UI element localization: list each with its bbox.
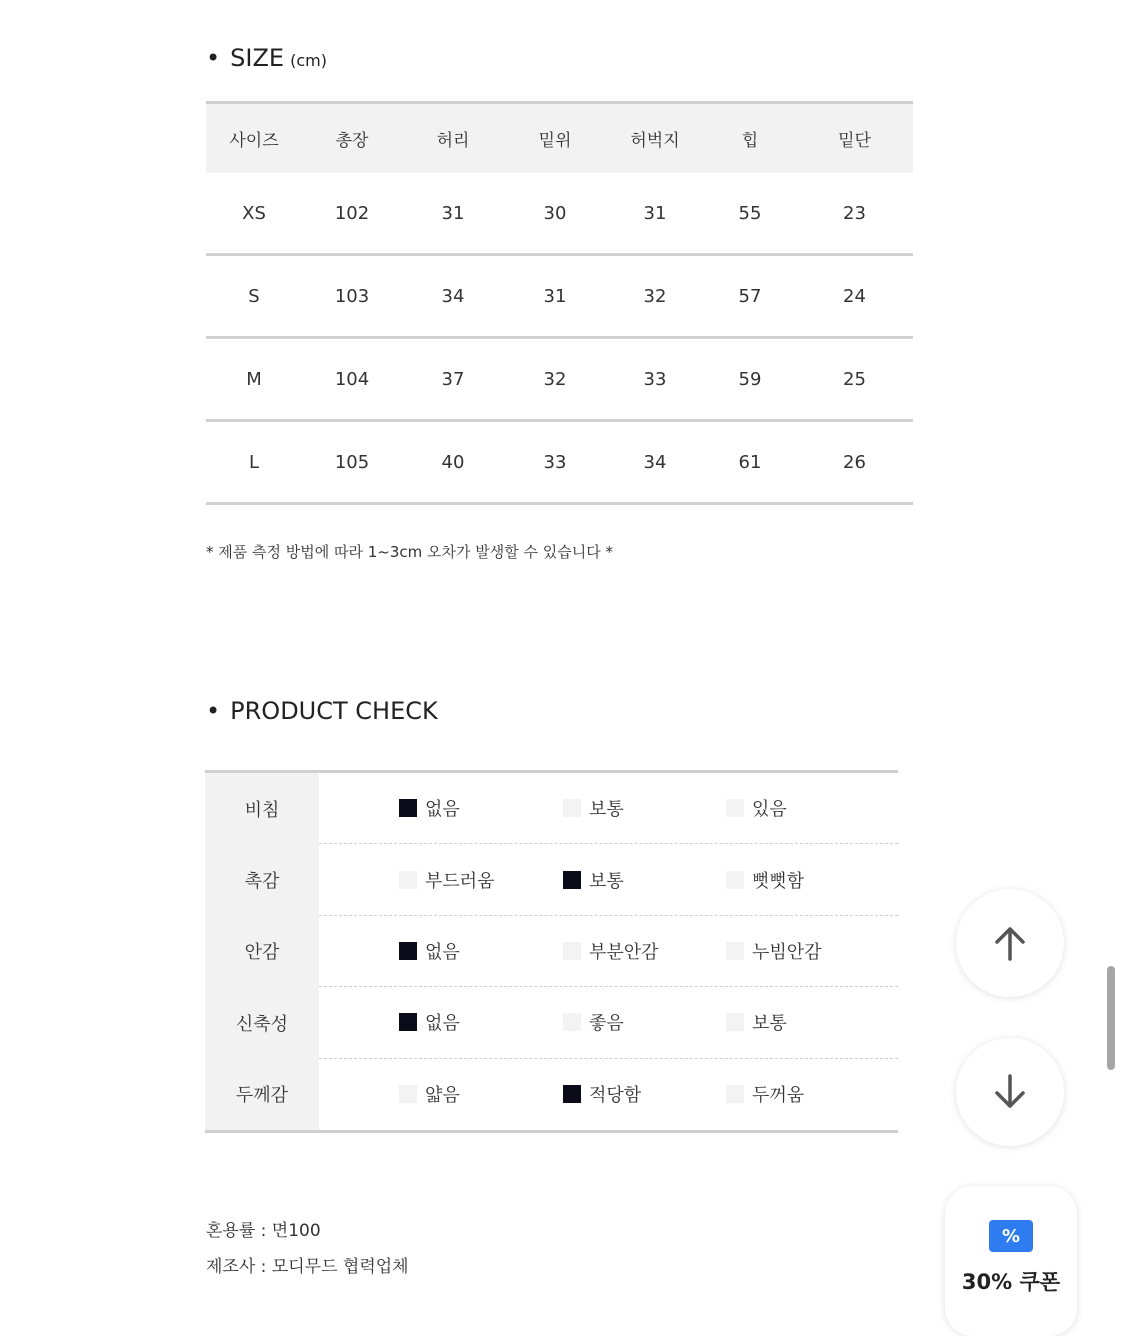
bullet: • bbox=[206, 44, 221, 72]
product-check-option bbox=[563, 938, 659, 964]
size-title-text: SIZE bbox=[230, 44, 285, 72]
coupon-percent-icon: % bbox=[989, 1220, 1033, 1252]
product-check-option bbox=[726, 1081, 804, 1107]
option-label: 좋음 bbox=[589, 1013, 624, 1035]
size-section-title bbox=[206, 44, 327, 72]
table-cell: 33 bbox=[643, 368, 667, 390]
unchecked-box-icon bbox=[726, 871, 744, 889]
product-check-row bbox=[205, 844, 898, 915]
size-table bbox=[206, 101, 913, 505]
product-check-options bbox=[319, 987, 898, 1058]
table-cell: 32 bbox=[643, 285, 667, 307]
header-cell: 힙 bbox=[741, 131, 759, 151]
table-cell: 31 bbox=[441, 202, 465, 224]
product-check-table bbox=[205, 770, 898, 1133]
header-cell: 밑단 bbox=[838, 131, 871, 151]
table-cell: 37 bbox=[441, 368, 465, 390]
header-cell: 사이즈 bbox=[229, 131, 279, 151]
product-check-option bbox=[726, 795, 787, 821]
header-cell: 밑위 bbox=[538, 131, 572, 151]
product-check-label: 신축성 bbox=[205, 987, 319, 1058]
option-label: 보통 bbox=[589, 799, 624, 821]
product-check-option bbox=[399, 795, 460, 821]
material-info: 혼용률 : 면100 bbox=[206, 1221, 321, 1241]
product-check-option bbox=[563, 795, 624, 821]
coupon-button[interactable] bbox=[945, 1186, 1077, 1336]
scroll-top-button[interactable] bbox=[956, 889, 1064, 997]
product-check-option bbox=[399, 1009, 460, 1035]
table-cell: 31 bbox=[643, 202, 667, 224]
measurement-note: * 제품 측정 방법에 따라 1~3cm 오차가 발생할 수 있습니다 * bbox=[206, 543, 613, 561]
product-check-options bbox=[319, 773, 898, 844]
header-cell: 허벅지 bbox=[630, 131, 680, 151]
unchecked-box-icon bbox=[399, 1085, 417, 1103]
table-cell: 34 bbox=[441, 285, 465, 307]
product-check-label: 비침 bbox=[205, 773, 319, 844]
product-check-option bbox=[563, 867, 624, 893]
unchecked-box-icon bbox=[726, 1085, 744, 1103]
table-cell: 40 bbox=[441, 451, 465, 473]
scroll-bottom-button[interactable] bbox=[956, 1038, 1064, 1146]
table-cell: XS bbox=[242, 202, 266, 224]
table-row bbox=[206, 173, 913, 256]
option-label: 있음 bbox=[752, 799, 787, 821]
option-label: 부드러움 bbox=[425, 870, 495, 892]
option-label: 보통 bbox=[752, 1013, 787, 1035]
checked-box-icon bbox=[399, 942, 417, 960]
table-row bbox=[206, 339, 913, 422]
table-cell: 25 bbox=[843, 368, 866, 390]
product-check-row bbox=[205, 916, 898, 987]
option-label: 적당함 bbox=[589, 1085, 642, 1107]
arrow-down-icon bbox=[990, 1072, 1030, 1112]
product-check-option bbox=[399, 1081, 460, 1107]
product-check-options bbox=[319, 916, 898, 987]
table-cell: 23 bbox=[843, 202, 866, 224]
product-check-option bbox=[726, 1009, 787, 1035]
table-cell: 26 bbox=[843, 451, 866, 473]
table-cell: 55 bbox=[738, 202, 762, 224]
product-check-row bbox=[205, 773, 898, 844]
table-cell: 34 bbox=[643, 451, 667, 473]
unchecked-box-icon bbox=[563, 799, 581, 817]
table-cell: 102 bbox=[334, 202, 370, 224]
product-check-title-text: PRODUCT CHECK bbox=[230, 697, 438, 725]
coupon-label: 30% 쿠폰 bbox=[961, 1270, 1061, 1294]
product-check-title bbox=[206, 697, 438, 725]
product-check-row bbox=[205, 987, 898, 1058]
table-cell: 103 bbox=[334, 285, 370, 307]
unchecked-box-icon bbox=[399, 871, 417, 889]
size-unit: (cm) bbox=[290, 51, 327, 70]
unchecked-box-icon bbox=[726, 799, 744, 817]
table-cell: 104 bbox=[334, 368, 370, 390]
arrow-up-icon bbox=[990, 923, 1030, 963]
header-cell: 총장 bbox=[335, 131, 369, 151]
scrollbar-thumb[interactable] bbox=[1107, 966, 1115, 1070]
product-check-label: 안감 bbox=[205, 916, 319, 987]
product-check-option bbox=[563, 1081, 641, 1107]
header-cell: 허리 bbox=[436, 131, 470, 151]
table-cell: 61 bbox=[738, 451, 762, 473]
option-label: 부분안감 bbox=[589, 941, 659, 963]
table-cell: 59 bbox=[738, 368, 762, 390]
bullet: • bbox=[206, 697, 221, 725]
product-check-option bbox=[726, 938, 822, 964]
checked-box-icon bbox=[563, 1085, 581, 1103]
product-check-row bbox=[205, 1059, 898, 1130]
option-label: 보통 bbox=[589, 870, 624, 892]
product-check-option bbox=[726, 867, 804, 893]
table-cell: 24 bbox=[843, 285, 866, 307]
option-label: 누빔안감 bbox=[752, 941, 822, 963]
unchecked-box-icon bbox=[726, 942, 744, 960]
table-cell: 30 bbox=[543, 202, 567, 224]
table-cell: S bbox=[248, 285, 260, 307]
checked-box-icon bbox=[399, 799, 417, 817]
table-cell: M bbox=[246, 368, 262, 390]
checked-box-icon bbox=[563, 871, 581, 889]
unchecked-box-icon bbox=[563, 1013, 581, 1031]
table-cell: L bbox=[248, 451, 260, 473]
option-label: 없음 bbox=[425, 799, 460, 821]
table-cell: 33 bbox=[543, 451, 567, 473]
product-check-label: 두께감 bbox=[205, 1059, 319, 1130]
product-check-option bbox=[563, 1009, 624, 1035]
table-cell: 31 bbox=[543, 285, 567, 307]
option-label: 뻣뻣함 bbox=[752, 870, 805, 892]
checked-box-icon bbox=[399, 1013, 417, 1031]
option-label: 얇음 bbox=[425, 1085, 460, 1107]
option-label: 없음 bbox=[425, 941, 460, 963]
table-row bbox=[206, 256, 913, 339]
option-label: 두꺼움 bbox=[752, 1085, 805, 1107]
unchecked-box-icon bbox=[563, 942, 581, 960]
option-label: 없음 bbox=[425, 1013, 460, 1035]
product-check-option bbox=[399, 938, 460, 964]
product-check-option bbox=[399, 867, 495, 893]
table-row bbox=[206, 422, 913, 505]
size-table-header bbox=[206, 101, 913, 173]
manufacturer-info: 제조사 : 모디무드 협력업체 bbox=[206, 1257, 409, 1277]
product-check-options bbox=[319, 1059, 898, 1130]
table-cell: 32 bbox=[543, 368, 567, 390]
unchecked-box-icon bbox=[726, 1013, 744, 1031]
table-cell: 57 bbox=[738, 285, 762, 307]
table-cell: 105 bbox=[334, 451, 370, 473]
product-check-label: 촉감 bbox=[205, 844, 319, 915]
product-check-options bbox=[319, 844, 898, 915]
